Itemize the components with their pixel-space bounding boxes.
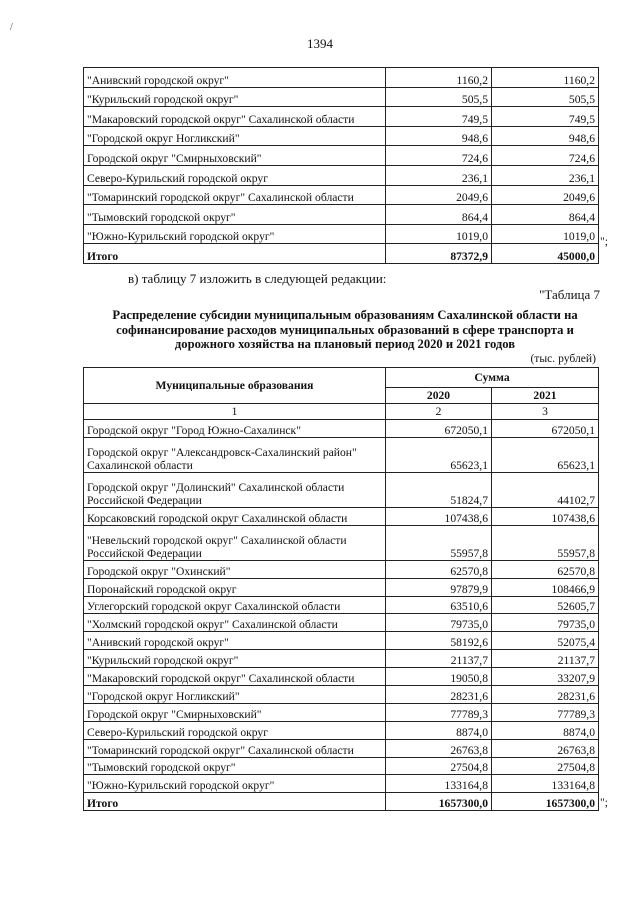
value-2020: 672050,1: [386, 420, 492, 438]
value-2021: 77789,3: [492, 703, 599, 721]
row-name: Углегорский городской округ Сахалинской области: [84, 596, 386, 614]
row-name: Итого: [84, 793, 386, 811]
value-2020: 236,1: [386, 165, 492, 185]
row-name: "Курильский городской округ": [84, 87, 386, 107]
table-row: [84, 107, 599, 127]
row-name: "Тымовский городской округ": [84, 205, 386, 225]
value-2021: 28231,6: [492, 686, 599, 704]
value-2020: 87372,9: [386, 244, 492, 264]
value-2021: 33207,9: [492, 668, 599, 686]
row-name: Городской округ "Долинский" Сахалинской области Российской Федерации: [84, 472, 386, 507]
row-name: "Анивский городской округ": [84, 68, 386, 88]
table-row: [84, 68, 599, 88]
value-2020: 58192,6: [386, 632, 492, 650]
page-number: 1394: [307, 36, 333, 51]
row-name: "Томаринский городской округ" Сахалинской области: [84, 185, 386, 205]
header-year-2021: 2021: [492, 388, 599, 404]
row-name: "Невельский городской округ" Сахалинской области Российской Федерации: [84, 525, 386, 560]
value-2021: 1657300,0: [492, 793, 599, 811]
value-2021: 108466,9: [492, 578, 599, 596]
value-2020: 62570,8: [386, 560, 492, 578]
margin-mark: /: [10, 22, 13, 33]
row-name: "Городской округ Ногликский": [84, 126, 386, 146]
table-row: [84, 721, 599, 739]
column-index-3: 3: [492, 404, 599, 420]
table-row: [84, 650, 599, 668]
value-2021: 749,5: [492, 107, 599, 127]
value-2020: 28231,6: [386, 686, 492, 704]
value-2020: 1657300,0: [386, 793, 492, 811]
table-row: [84, 632, 599, 650]
table-row: [84, 224, 599, 244]
value-2021: 724,6: [492, 146, 599, 166]
table-prev-closing-quote: ";: [600, 235, 608, 248]
value-2021: 672050,1: [492, 420, 599, 438]
table-row: [84, 507, 599, 525]
row-name: "Томаринский городской округ" Сахалинской области: [84, 739, 386, 757]
table-row: [84, 596, 599, 614]
row-name: Городской округ "Александровск-Сахалинский район" Сахалинской области: [84, 437, 386, 472]
value-2020: 749,5: [386, 107, 492, 127]
value-2020: 65623,1: [386, 437, 492, 472]
value-2021: 45000,0: [492, 244, 599, 264]
value-2021: 505,5: [492, 87, 599, 107]
value-2020: 107438,6: [386, 507, 492, 525]
value-2021: 44102,7: [492, 472, 599, 507]
row-name: "Холмский городской округ" Сахалинской области: [84, 614, 386, 632]
value-2021: 107438,6: [492, 507, 599, 525]
value-2020: 8874,0: [386, 721, 492, 739]
value-2021: 62570,8: [492, 560, 599, 578]
value-2021: 52075,4: [492, 632, 599, 650]
row-name: "Тымовский городской округ": [84, 757, 386, 775]
row-name: Городской округ "Смирныховский": [84, 146, 386, 166]
value-2020: 724,6: [386, 146, 492, 166]
table-row: [84, 244, 599, 264]
value-2020: 21137,7: [386, 650, 492, 668]
value-2021: 27504,8: [492, 757, 599, 775]
table-row: [84, 87, 599, 107]
table-row: [84, 146, 599, 166]
value-2020: 77789,3: [386, 703, 492, 721]
previous-table: [83, 67, 599, 264]
value-2021: 52605,7: [492, 596, 599, 614]
row-name: Городской округ "Город Южно-Сахалинск": [84, 420, 386, 438]
value-2021: 1160,2: [492, 68, 599, 88]
row-name: Итого: [84, 244, 386, 264]
row-name: Северо-Курильский городской округ: [84, 721, 386, 739]
table-row: [84, 775, 599, 793]
value-2020: 948,6: [386, 126, 492, 146]
value-2021: 948,6: [492, 126, 599, 146]
value-2020: 51824,7: [386, 472, 492, 507]
value-2020: 19050,8: [386, 668, 492, 686]
row-name: "Макаровский городской округ" Сахалинской области: [84, 107, 386, 127]
value-2020: 1160,2: [386, 68, 492, 88]
value-2021: 8874,0: [492, 721, 599, 739]
unit-label: (тыс. рублей): [530, 352, 596, 365]
value-2021: 133164,8: [492, 775, 599, 793]
value-2020: 505,5: [386, 87, 492, 107]
row-name: "Южно-Курильский городской округ": [84, 224, 386, 244]
header-sum: Сумма: [386, 368, 599, 388]
header-municipal: Муниципальные образования: [84, 368, 386, 404]
row-name: "Макаровский городской округ" Сахалинской области: [84, 668, 386, 686]
table-row: [84, 793, 599, 811]
table-row: [84, 739, 599, 757]
row-name: "Городской округ Ногликский": [84, 686, 386, 704]
value-2020: 2049,6: [386, 185, 492, 205]
table-row: [84, 686, 599, 704]
row-name: "Анивский городской округ": [84, 632, 386, 650]
row-name: Поронайский городской округ: [84, 578, 386, 596]
table-row: [84, 614, 599, 632]
row-name: Северо-Курильский городской округ: [84, 165, 386, 185]
value-2020: 55957,8: [386, 525, 492, 560]
header-year-2020: 2020: [386, 388, 492, 404]
table-title: Распределение субсидии муниципальным образованиям Сахалинской области на софинансирование расходов муниципальных образований в сфере транспорта и дорожного хозяйства на плановый период 2020 и 2021 годов: [112, 308, 578, 351]
value-2020: 79735,0: [386, 614, 492, 632]
table-row: [84, 757, 599, 775]
column-index-1: 1: [84, 404, 386, 420]
table-row: [84, 525, 599, 560]
table-row: [84, 437, 599, 472]
row-name: Корсаковский городской округ Сахалинской области: [84, 507, 386, 525]
value-2021: 26763,8: [492, 739, 599, 757]
column-index-2: 2: [386, 404, 492, 420]
table7-closing-quote: ";: [600, 796, 608, 809]
table-row: [84, 420, 599, 438]
value-2021: 236,1: [492, 165, 599, 185]
value-2021: 864,4: [492, 205, 599, 225]
table-row: [84, 703, 599, 721]
value-2020: 27504,8: [386, 757, 492, 775]
value-2020: 1019,0: [386, 224, 492, 244]
row-name: Городской округ "Смирныховский": [84, 703, 386, 721]
row-name: "Курильский городской округ": [84, 650, 386, 668]
table-row: [84, 560, 599, 578]
value-2020: 63510,6: [386, 596, 492, 614]
table-row: [84, 578, 599, 596]
table-row: [84, 472, 599, 507]
table-row: [84, 126, 599, 146]
value-2021: 21137,7: [492, 650, 599, 668]
value-2020: 97879,9: [386, 578, 492, 596]
table-row: [84, 668, 599, 686]
table-label: "Таблица 7: [539, 287, 600, 302]
value-2021: 79735,0: [492, 614, 599, 632]
table-row: [84, 185, 599, 205]
value-2021: 65623,1: [492, 437, 599, 472]
instruction-text: в) таблицу 7 изложить в следующей редакции:: [128, 271, 387, 286]
value-2020: 864,4: [386, 205, 492, 225]
table-row: [84, 205, 599, 225]
value-2020: 133164,8: [386, 775, 492, 793]
value-2021: 2049,6: [492, 185, 599, 205]
row-name: Городской округ "Охинский": [84, 560, 386, 578]
row-name: "Южно-Курильский городской округ": [84, 775, 386, 793]
value-2020: 26763,8: [386, 739, 492, 757]
value-2021: 55957,8: [492, 525, 599, 560]
table-7: [83, 367, 599, 811]
value-2021: 1019,0: [492, 224, 599, 244]
table-row: [84, 165, 599, 185]
